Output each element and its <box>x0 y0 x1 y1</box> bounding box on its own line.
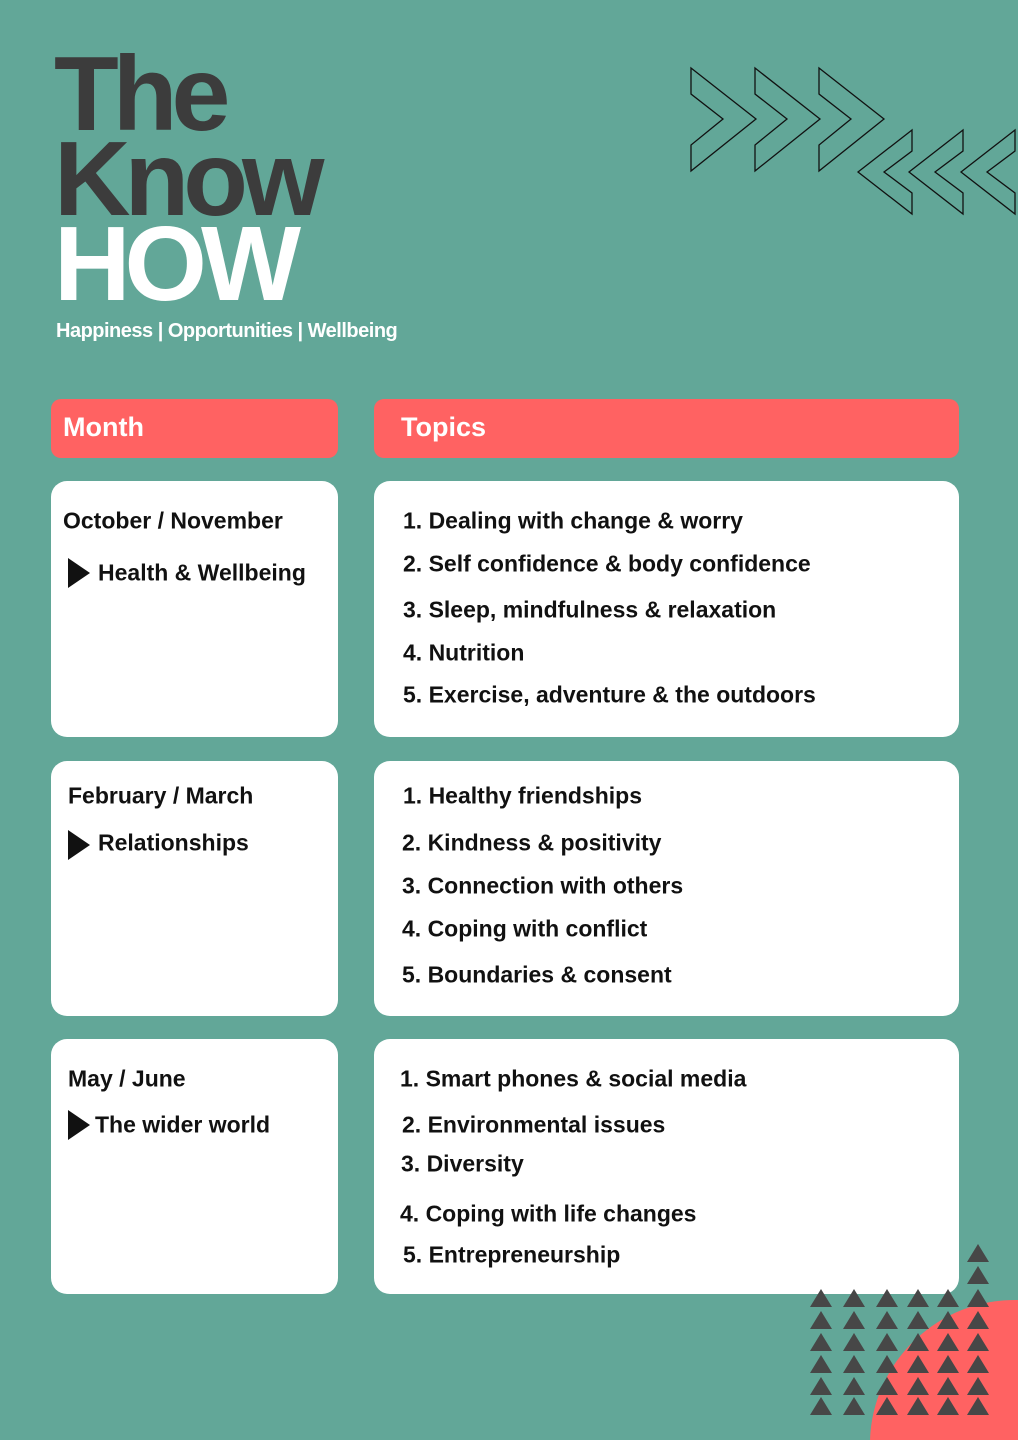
triangle-mark <box>937 1333 959 1351</box>
triangle-mark <box>937 1311 959 1329</box>
triangle-mark <box>967 1244 989 1262</box>
month-header: Month <box>51 399 338 458</box>
triangle-mark <box>907 1333 929 1351</box>
triangle-mark <box>907 1311 929 1329</box>
triangle-mark <box>967 1333 989 1351</box>
theme-label: The wider world <box>95 1111 271 1138</box>
triangle-mark <box>967 1397 989 1415</box>
theme-label: Relationships <box>98 829 249 856</box>
triangle-mark <box>967 1377 989 1395</box>
triangle-mark <box>843 1397 865 1415</box>
tagline: Happiness | Opportunities | Wellbeing <box>56 320 398 342</box>
triangle-mark <box>967 1355 989 1373</box>
triangle-mark <box>907 1397 929 1415</box>
month-label: February / March <box>68 782 254 809</box>
topic-item: 4. Coping with life changes <box>400 1200 697 1227</box>
triangle-mark <box>843 1355 865 1373</box>
topic-item: 1. Healthy friendships <box>403 782 643 809</box>
topic-item: 1. Dealing with change & worry <box>403 507 743 534</box>
topic-item: 2. Self confidence & body confidence <box>403 550 811 577</box>
triangle-mark <box>876 1355 898 1373</box>
triangle-mark <box>810 1377 832 1395</box>
month-label: October / November <box>63 507 283 534</box>
topic-item: 3. Connection with others <box>402 872 684 899</box>
triangle-mark <box>876 1289 898 1307</box>
triangle-mark <box>907 1289 929 1307</box>
triangle-mark <box>937 1289 959 1307</box>
triangle-mark <box>843 1377 865 1395</box>
triangle-mark <box>810 1289 832 1307</box>
triangle-mark <box>937 1397 959 1415</box>
triangle-mark <box>876 1311 898 1329</box>
topic-item: 4. Coping with conflict <box>402 915 648 942</box>
title-the: The <box>54 35 225 153</box>
topic-item: 4. Nutrition <box>403 639 525 666</box>
title-know: Know <box>54 120 319 238</box>
triangle-mark <box>907 1377 929 1395</box>
topic-item: 5. Entrepreneurship <box>403 1241 621 1268</box>
month-label: May / June <box>68 1065 186 1092</box>
triangle-mark <box>810 1355 832 1373</box>
triangle-mark <box>907 1355 929 1373</box>
topic-item: 5. Boundaries & consent <box>402 961 672 988</box>
triangle-mark <box>810 1333 832 1351</box>
triangle-mark <box>967 1289 989 1307</box>
triangle-mark <box>967 1266 989 1284</box>
theme-label: Health & Wellbeing <box>98 559 306 586</box>
triangle-mark <box>876 1397 898 1415</box>
triangle-mark <box>937 1355 959 1373</box>
triangle-mark <box>876 1377 898 1395</box>
triangle-mark <box>843 1289 865 1307</box>
triangle-mark <box>843 1333 865 1351</box>
topic-item: 1. Smart phones & social media <box>400 1065 747 1092</box>
triangle-mark <box>967 1311 989 1329</box>
triangle-mark <box>843 1311 865 1329</box>
triangle-mark <box>810 1311 832 1329</box>
topic-item: 5. Exercise, adventure & the outdoors <box>403 681 816 708</box>
title-how: HOW <box>54 205 296 323</box>
topic-item: 2. Environmental issues <box>402 1111 666 1138</box>
triangle-mark <box>937 1377 959 1395</box>
topics-header: Topics <box>374 399 959 458</box>
triangle-mark <box>876 1333 898 1351</box>
topic-item: 3. Sleep, mindfulness & relaxation <box>403 596 777 623</box>
topic-item: 2. Kindness & positivity <box>402 829 662 856</box>
topic-item: 3. Diversity <box>401 1150 524 1177</box>
triangle-mark <box>810 1397 832 1415</box>
